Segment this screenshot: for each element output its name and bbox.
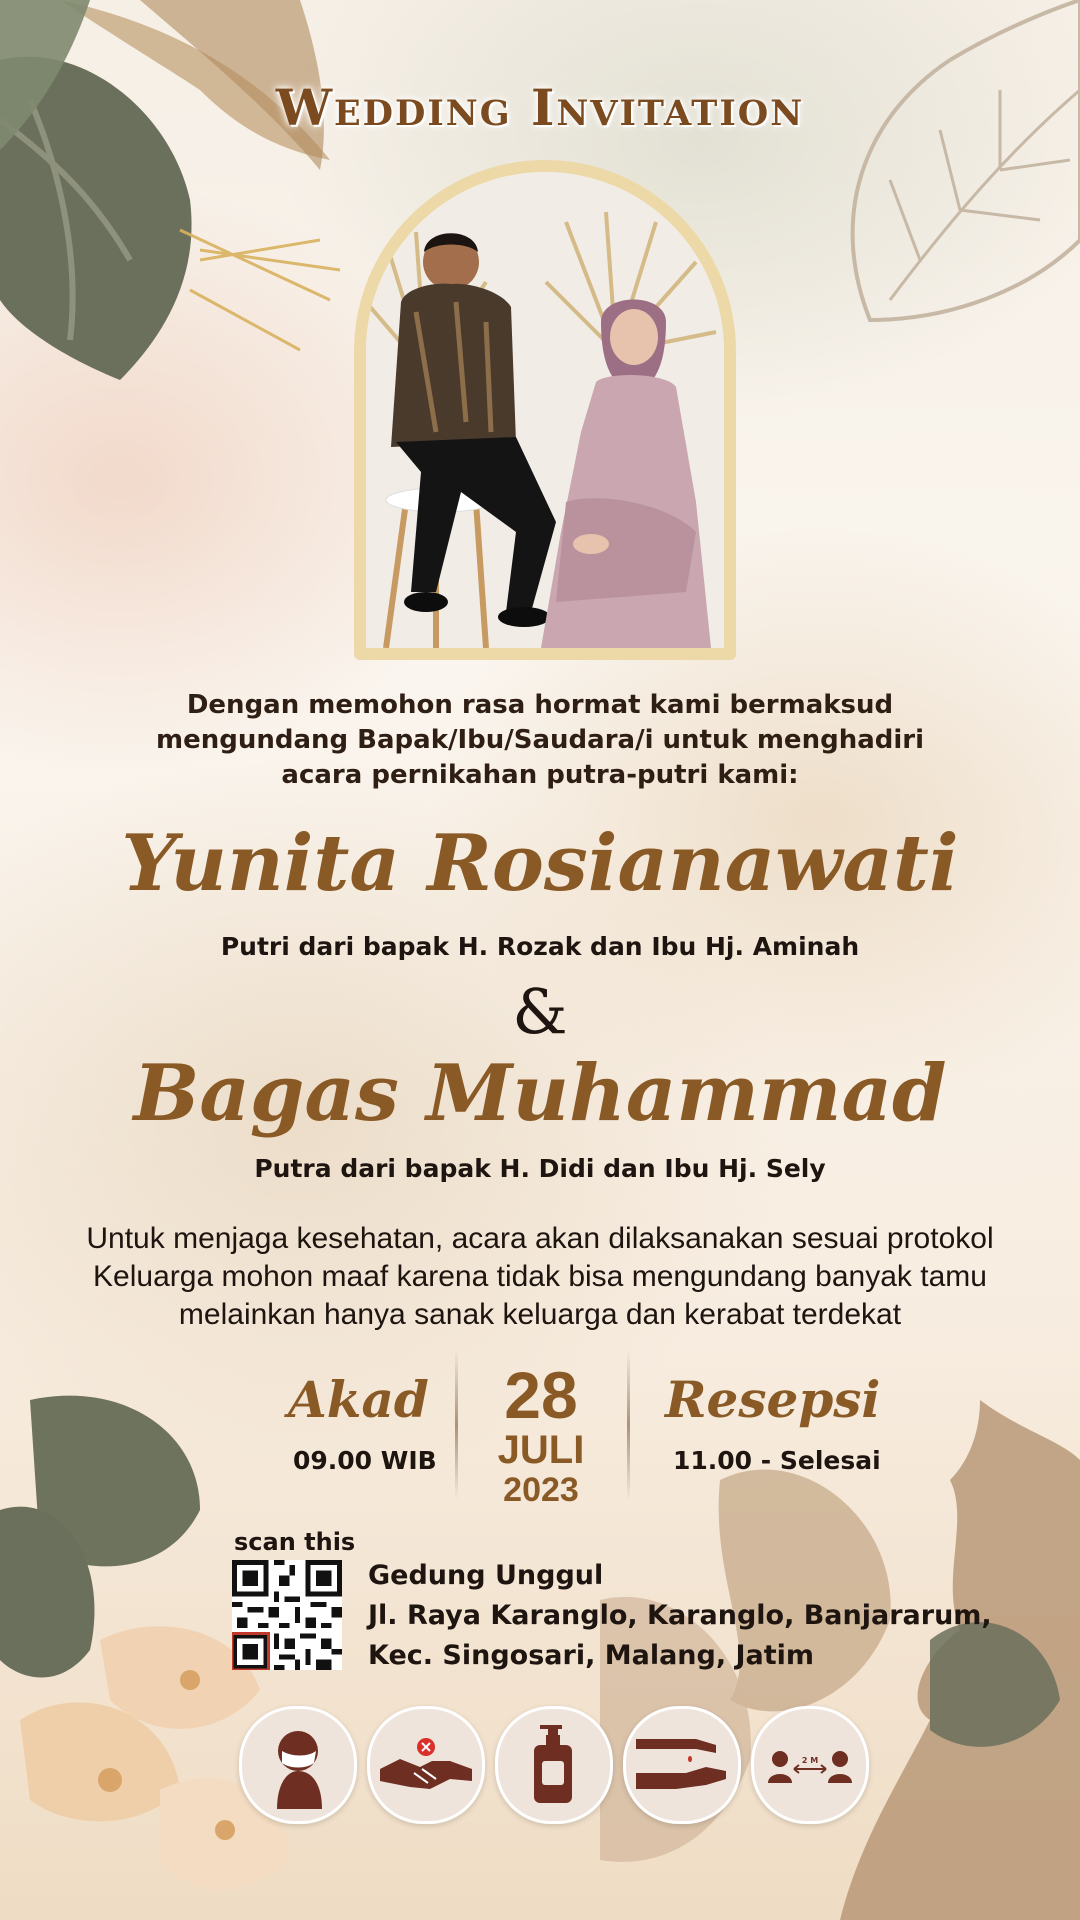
address-line: Jl. Raya Karanglo, Karanglo, Banjararum, (368, 1600, 992, 1631)
address-line: Kec. Singosari, Malang, Jatim (368, 1640, 815, 1671)
venue-address (368, 1556, 992, 1676)
event-year: 2023 (503, 1471, 579, 1509)
intro-line: Dengan memohon rasa hormat kami bermaksud (186, 690, 894, 720)
schedule-divider (627, 1350, 630, 1500)
akad-label: Akad (288, 1370, 429, 1429)
scan-label: scan this (234, 1528, 356, 1556)
groom-name: Bagas Muhammad (133, 1048, 947, 1139)
hand-sanitizer-icon (495, 1706, 613, 1824)
resepsi-label: Resepsi (665, 1370, 881, 1429)
protocol-line: Keluarga mohon maaf karena tidak bisa mengundang banyak tamu (93, 1260, 987, 1293)
event-month: JULI (497, 1428, 585, 1472)
no-handshake-icon (367, 1706, 485, 1824)
social-distance-icon (751, 1706, 869, 1824)
location-qr-code[interactable] (232, 1560, 342, 1670)
leaf-decoration-top-left (0, 0, 360, 440)
mask-icon (239, 1706, 357, 1824)
ampersand: & (512, 975, 568, 1048)
event-day: 28 (504, 1358, 578, 1432)
akad-time: 09.00 WIB (293, 1446, 437, 1475)
photo-frame (354, 160, 736, 660)
groom-parents: Putra dari bapak H. Didi dan Ibu Hj. Sely (254, 1154, 826, 1183)
couple-photo (366, 172, 724, 648)
protocol-line: melainkan hanya sanak keluarga dan kerabat terdekat (178, 1298, 902, 1331)
outline-leaf-decoration (830, 0, 1080, 340)
hand-washing-icon (623, 1706, 741, 1824)
intro-line: mengundang Bapak/Ibu/Saudara/i untuk menghadiri (155, 725, 924, 755)
health-protocol-text (0, 1220, 1080, 1334)
bride-name: Yunita Rosianawati (121, 818, 959, 909)
resepsi-time: 11.00 - Selesai (673, 1446, 881, 1475)
intro-text (0, 688, 1080, 793)
venue-name: Gedung Unggul (368, 1560, 604, 1591)
invitation-title: Wedding Invitation (275, 78, 805, 137)
protocol-line: Untuk menjaga kesehatan, acara akan dilaksanakan sesuai protokol (86, 1222, 994, 1255)
distance-label: 2 M (801, 1756, 819, 1765)
intro-line: acara pernikahan putra-putri kami: (281, 760, 799, 790)
bride-parents: Putri dari bapak H. Rozak dan Ibu Hj. Aminah (220, 932, 860, 961)
